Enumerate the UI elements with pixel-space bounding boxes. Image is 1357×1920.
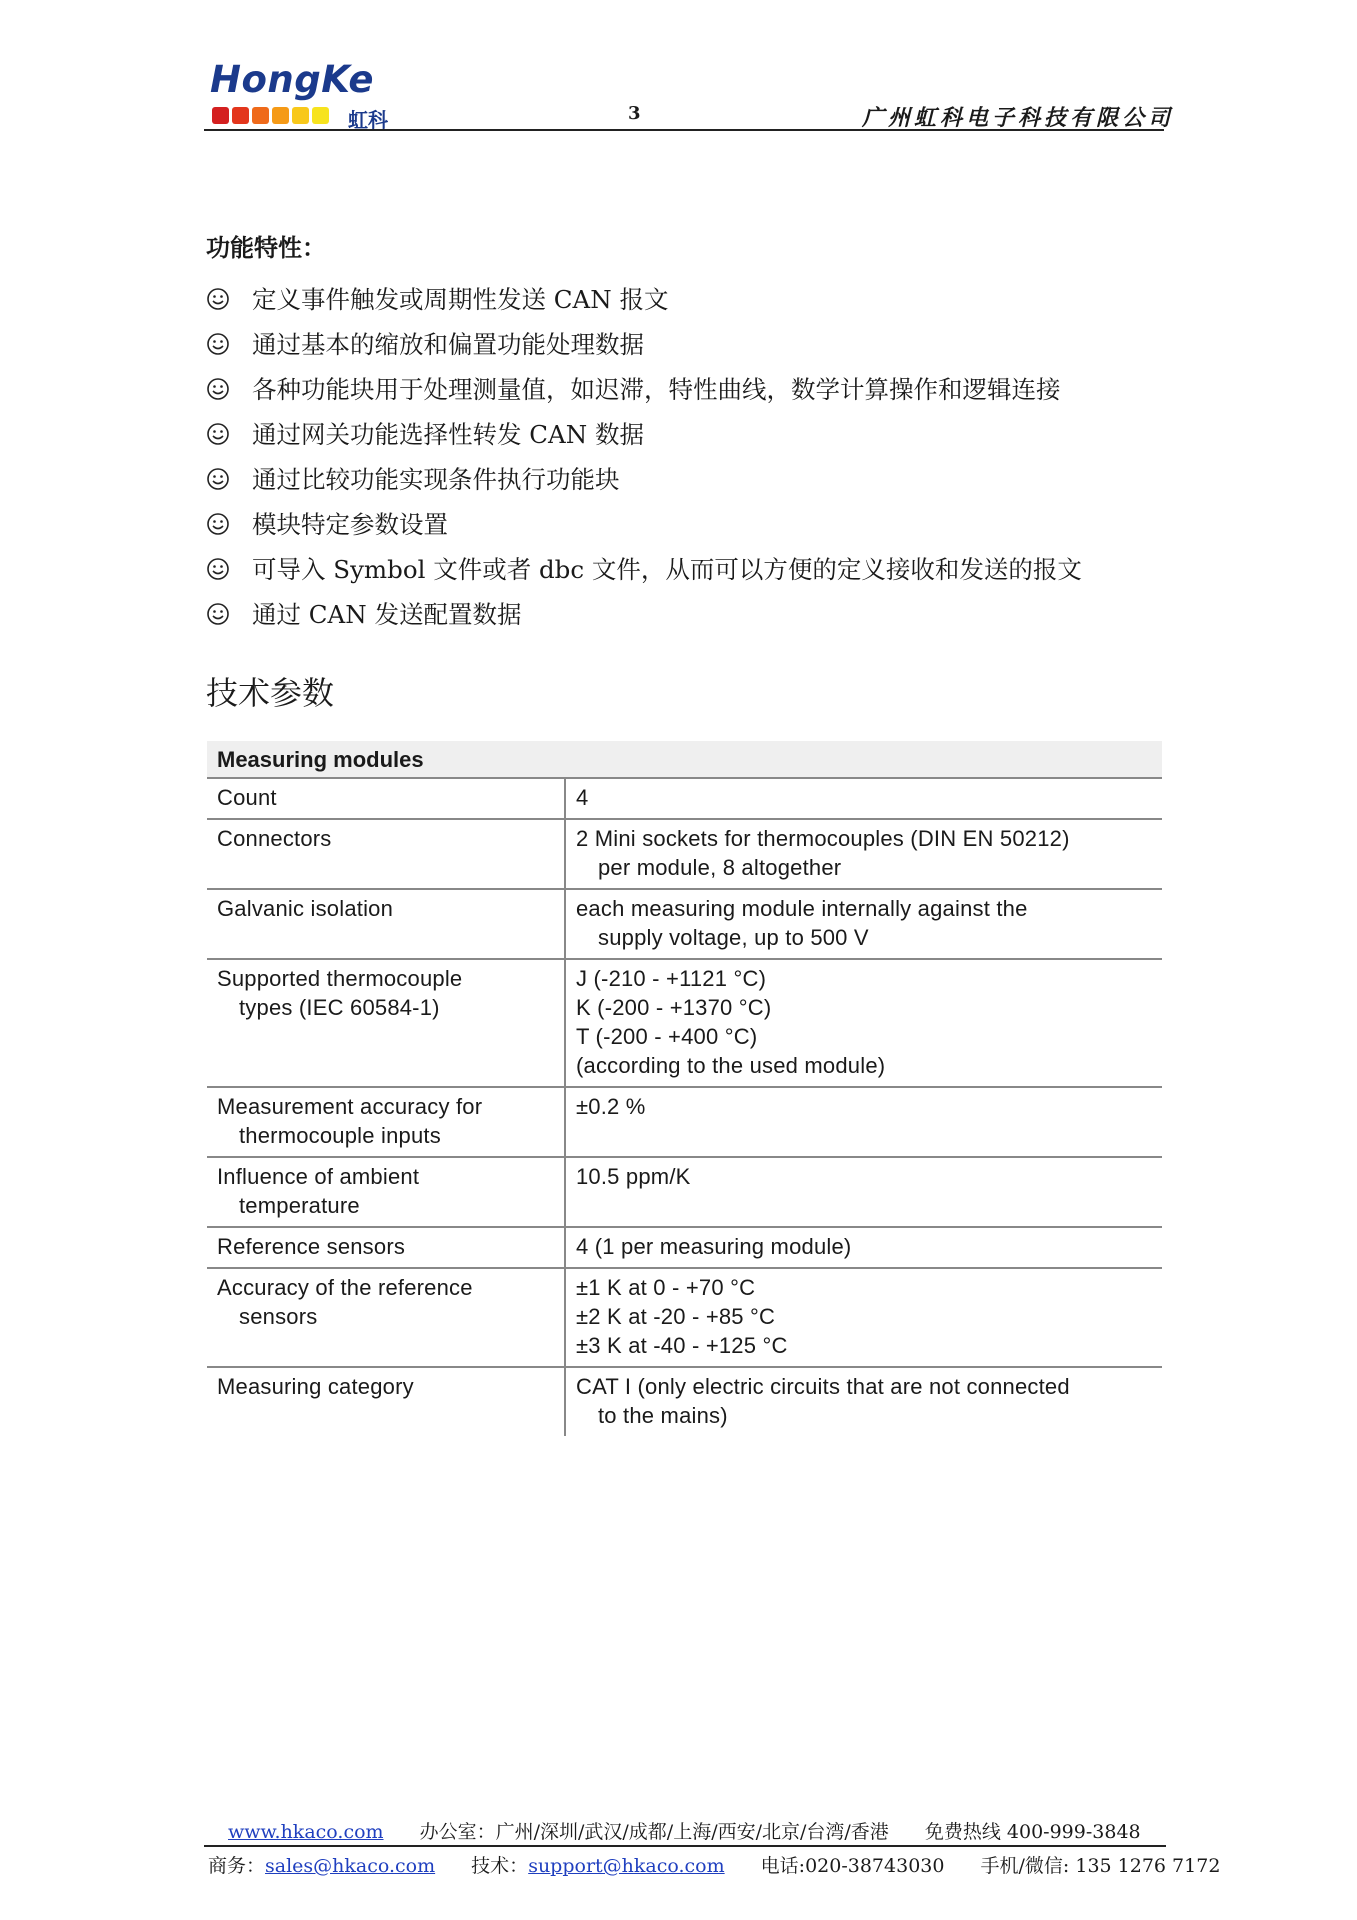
smiley-icon	[206, 377, 230, 401]
value-line: supply voltage, up to 500 V	[598, 925, 869, 950]
row-value	[566, 1158, 1162, 1226]
row-value	[566, 1228, 1162, 1267]
label-line: thermocouple inputs	[239, 1123, 441, 1148]
tech-specs-title: 技术参数	[206, 674, 335, 712]
row-value	[566, 1088, 1162, 1156]
feature-item	[206, 411, 1082, 456]
smiley-icon	[206, 557, 230, 581]
table-row	[207, 1088, 1162, 1158]
row-label	[207, 779, 566, 818]
row-label	[207, 960, 566, 1086]
logo-text: HongKe	[210, 58, 374, 101]
smiley-icon	[206, 467, 230, 491]
smiley-icon	[206, 332, 230, 356]
label-line: types (IEC 60584-1)	[239, 995, 440, 1020]
sales-email-link[interactable]: sales@hkaco.com	[265, 1855, 436, 1877]
feature-list	[206, 276, 1082, 636]
value-line: 2 Mini sockets for thermocouples (DIN EN 50212)	[576, 826, 1070, 851]
support-label: 技术：	[471, 1855, 529, 1877]
smiley-icon	[206, 287, 230, 311]
feature-text: 各种功能块用于处理测量值，如迟滞，特性曲线，数学计算操作和逻辑连接	[252, 375, 1061, 404]
logo-chinese: 虹科	[348, 108, 388, 132]
smiley-icon	[206, 602, 230, 626]
smiley-icon	[206, 422, 230, 446]
table-row	[207, 890, 1162, 960]
row-label	[207, 1088, 566, 1156]
logo-color-block	[252, 107, 269, 124]
value-line: ±3 K at -40 - +125 °C	[576, 1333, 788, 1358]
row-value	[566, 1269, 1162, 1366]
logo-color-block	[292, 107, 309, 124]
label-line: sensors	[239, 1304, 318, 1329]
value-line: 4 (1 per measuring module)	[576, 1234, 852, 1259]
value-line: to the mains)	[598, 1403, 728, 1428]
value-line: 4	[576, 785, 589, 810]
website-link[interactable]: www.hkaco.com	[228, 1821, 384, 1843]
value-line: CAT I (only electric circuits that are not connected	[576, 1374, 1070, 1399]
footer-line-1	[228, 1817, 1148, 1844]
feature-text: 模块特定参数设置	[252, 510, 448, 539]
features-title: 功能特性：	[206, 234, 326, 262]
table-row	[207, 1368, 1162, 1436]
header-divider	[204, 129, 1164, 131]
label-line: Galvanic isolation	[217, 896, 394, 921]
feature-text: 定义事件触发或周期性发送 CAN 报文	[252, 285, 669, 314]
logo-color-block	[272, 107, 289, 124]
logo-color-block	[212, 107, 229, 124]
logo-color-block	[312, 107, 329, 124]
value-line: ±2 K at -20 - +85 °C	[576, 1304, 776, 1329]
row-label	[207, 820, 566, 888]
label-line: Accuracy of the reference	[217, 1275, 473, 1300]
row-label	[207, 890, 566, 958]
row-label	[207, 1368, 566, 1436]
value-line: 10.5 ppm/K	[576, 1164, 691, 1189]
label-line: Measuring category	[217, 1374, 414, 1399]
value-line: K (-200 - +1370 °C)	[576, 995, 772, 1020]
row-value	[566, 820, 1162, 888]
label-line: Count	[217, 785, 277, 810]
table-row	[207, 960, 1162, 1088]
footer-line-2	[208, 1851, 1221, 1878]
table-row	[207, 1228, 1162, 1269]
table-heading: Measuring modules	[207, 741, 1162, 779]
value-line: per module, 8 altogether	[598, 855, 842, 880]
feature-item	[206, 456, 1082, 501]
feature-item	[206, 501, 1082, 546]
value-line: T (-200 - +400 °C)	[576, 1024, 758, 1049]
label-line: Reference sensors	[217, 1234, 406, 1259]
row-value	[566, 960, 1162, 1086]
feature-item	[206, 321, 1082, 366]
feature-text: 通过基本的缩放和偏置功能处理数据	[252, 330, 644, 359]
value-line: J (-210 - +1121 °C)	[576, 966, 767, 991]
hotline-text: 免费热线 400-999-3848	[924, 1821, 1141, 1843]
page-number: 3	[628, 103, 641, 124]
label-line: temperature	[239, 1193, 360, 1218]
mobile-text: 手机/微信: 135 1276 7172	[980, 1855, 1221, 1877]
feature-text: 可导入 Symbol 文件或者 dbc 文件，从而可以方便的定义接收和发送的报文	[252, 555, 1082, 584]
label-line: Connectors	[217, 826, 332, 851]
row-label	[207, 1269, 566, 1366]
table-row	[207, 1158, 1162, 1228]
label-line: Measurement accuracy for	[217, 1094, 483, 1119]
feature-text: 通过 CAN 发送配置数据	[252, 600, 522, 629]
table-row	[207, 820, 1162, 890]
table-row	[207, 779, 1162, 820]
value-line: ±0.2 %	[576, 1094, 646, 1119]
row-value	[566, 890, 1162, 958]
row-label	[207, 1228, 566, 1267]
feature-text: 通过网关功能选择性转发 CAN 数据	[252, 420, 644, 449]
sales-label: 商务：	[208, 1855, 266, 1877]
feature-item	[206, 366, 1082, 411]
feature-item	[206, 591, 1082, 636]
feature-text: 通过比较功能实现条件执行功能块	[252, 465, 620, 494]
feature-item	[206, 546, 1082, 591]
row-label	[207, 1158, 566, 1226]
phone-text: 电话:020-38743030	[760, 1855, 945, 1877]
feature-item	[206, 276, 1082, 321]
label-line: Influence of ambient	[217, 1164, 420, 1189]
row-value	[566, 1368, 1162, 1436]
logo-color-block	[232, 107, 249, 124]
value-line: ±1 K at 0 - +70 °C	[576, 1275, 756, 1300]
table-body	[207, 779, 1162, 1436]
offices-text: 办公室：广州/深圳/武汉/成都/上海/西安/北京/台湾/香港	[419, 1821, 889, 1843]
spec-table	[207, 741, 1162, 1436]
table-row	[207, 1269, 1162, 1368]
logo-color-blocks	[212, 107, 329, 124]
footer-divider	[204, 1845, 1166, 1847]
value-line: each measuring module internally against the	[576, 896, 1028, 921]
label-line: Supported thermocouple	[217, 966, 463, 991]
smiley-icon	[206, 512, 230, 536]
row-value	[566, 779, 1162, 818]
company-name: 广州虹科电子科技有限公司	[862, 105, 1175, 131]
support-email-link[interactable]: support@hkaco.com	[528, 1855, 725, 1877]
value-line: (according to the used module)	[576, 1053, 886, 1078]
